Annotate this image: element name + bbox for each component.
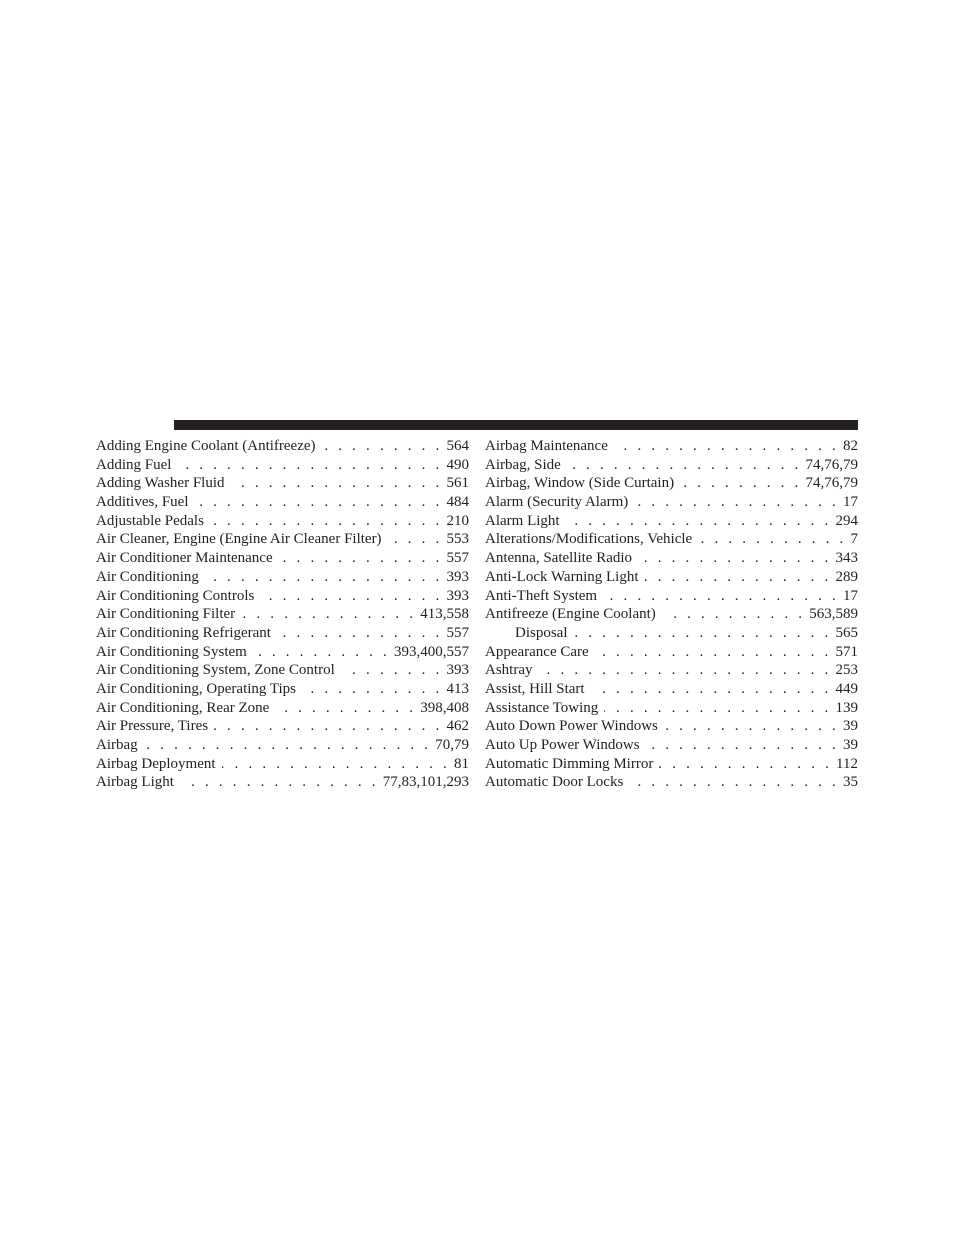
- index-entry-pages: 81: [454, 755, 469, 772]
- index-entry-pages: 17: [843, 587, 858, 604]
- index-entry-pages: 398,408: [420, 699, 469, 716]
- index-entry: [96, 755, 469, 774]
- dot-leader: [603, 587, 839, 606]
- index-entry-label: Auto Down Power Windows: [485, 718, 658, 735]
- index-entry: [485, 456, 858, 475]
- index-entry: [485, 661, 858, 680]
- index-entry-pages: 139: [835, 699, 858, 716]
- dot-leader: [638, 549, 831, 568]
- dot-leader: [341, 661, 443, 680]
- dot-leader: [567, 456, 802, 475]
- index-entry: [96, 549, 469, 568]
- section-header-bar: [174, 420, 858, 430]
- dot-leader: [574, 624, 832, 643]
- dot-leader: [275, 699, 416, 718]
- dot-leader: [180, 773, 379, 792]
- index-entry-pages: 393: [446, 662, 469, 679]
- index-entry: [485, 587, 858, 606]
- index-entry-pages: 571: [835, 643, 858, 660]
- index-entry-pages: 393: [446, 587, 469, 604]
- dot-leader: [629, 773, 839, 792]
- index-entry-pages: 294: [835, 512, 858, 529]
- index-entry: [485, 736, 858, 755]
- index-entry: [485, 437, 858, 456]
- index-entry-label: Anti-Lock Warning Light: [485, 568, 639, 585]
- index-entry-pages: 393: [446, 568, 469, 585]
- index-entry: [96, 568, 469, 587]
- dot-leader: [277, 624, 443, 643]
- dot-leader: [260, 587, 442, 606]
- index-entry-pages: 449: [835, 680, 858, 697]
- index-entry: [96, 643, 469, 662]
- index-entry-pages: 77,83,101,293: [382, 774, 469, 791]
- index-entry: [96, 605, 469, 624]
- dot-leader: [614, 437, 839, 456]
- dot-leader: [279, 549, 443, 568]
- index-entry-label: Disposal: [515, 624, 568, 641]
- dot-leader: [210, 512, 443, 531]
- dot-leader: [241, 605, 416, 624]
- index-entry-label: Airbag Deployment: [96, 755, 216, 772]
- index-entry-pages: 74,76,79: [805, 456, 858, 473]
- index-entry-label: Adding Engine Coolant (Antifreeze): [96, 438, 316, 454]
- index-entry-pages: 112: [836, 755, 858, 772]
- index-entry: [96, 456, 469, 475]
- index-entry: [96, 437, 469, 456]
- index-entry: [485, 717, 858, 736]
- index-entry-label: Air Cleaner, Engine (Engine Air Cleaner Filter): [96, 531, 382, 548]
- index-entry-label: Alterations/Modifications, Vehicle: [485, 531, 693, 548]
- index-entry-label: Ashtray: [485, 662, 533, 679]
- dot-leader: [604, 699, 831, 718]
- index-entry-label: Airbag, Window (Side Curtain): [485, 475, 675, 492]
- dot-leader: [144, 736, 432, 755]
- index-entry-label: Assistance Towing: [485, 699, 599, 716]
- index-entry-label: Adding Washer Fluid: [96, 475, 225, 492]
- index-entry-pages: 413,558: [420, 606, 469, 623]
- index-entry-pages: 565: [835, 624, 858, 641]
- dot-leader: [634, 493, 839, 512]
- index-entry-pages: 70,79: [435, 737, 469, 753]
- index-entry: [96, 474, 469, 493]
- dot-leader: [645, 568, 832, 587]
- index-entry-label: Air Conditioning System: [96, 643, 247, 660]
- index-entry-label: Air Conditioner Maintenance: [96, 550, 273, 567]
- index-entry-label: Airbag Light: [96, 774, 174, 791]
- index-entry-label: Air Pressure, Tires: [96, 718, 209, 735]
- index-entry: [485, 643, 858, 662]
- index-entry: [485, 512, 858, 531]
- index-entry-pages: 35: [843, 774, 858, 791]
- dot-leader: [177, 456, 442, 475]
- index-entry-pages: 343: [835, 550, 858, 567]
- index-entry-label: Automatic Dimming Mirror: [485, 755, 654, 772]
- index-entry: [485, 474, 858, 493]
- index-entry-label: Assist, Hill Start: [485, 680, 585, 697]
- index-entry-label: Air Conditioning: [96, 568, 199, 585]
- index-entry-label: Adding Fuel: [96, 456, 172, 473]
- index-entry-pages: 289: [835, 568, 858, 585]
- index-column-right: [485, 437, 858, 792]
- index-entry-pages: 484: [446, 494, 469, 511]
- index-entry: [96, 773, 469, 792]
- index-entry-label: Airbag: [96, 737, 138, 753]
- index-entry-pages: 393,400,557: [394, 643, 469, 660]
- index-entry-label: Additives, Fuel: [96, 494, 189, 511]
- index-entry: [96, 717, 469, 736]
- dot-leader: [302, 680, 442, 699]
- index-entry: [485, 568, 858, 587]
- index-entry-label: Airbag, Side: [485, 456, 561, 473]
- dot-leader: [680, 474, 801, 493]
- index-entry-pages: 564: [446, 438, 469, 454]
- index-entry: [485, 493, 858, 512]
- index-entry-label: Alarm Light: [485, 512, 560, 529]
- index-entry-label: Air Conditioning Refrigerant: [96, 624, 271, 641]
- index-entry-label: Adjustable Pedals: [96, 512, 204, 529]
- index-entry-label: Airbag Maintenance: [485, 438, 608, 454]
- index-entry-label: Air Conditioning, Rear Zone: [96, 699, 270, 716]
- index-entry: [485, 605, 858, 624]
- index-entry: [485, 755, 858, 774]
- dot-leader: [698, 530, 846, 549]
- index-entry: [96, 736, 469, 755]
- dot-leader: [659, 755, 832, 774]
- index-entry-label: Automatic Door Locks: [485, 774, 624, 791]
- dot-leader: [662, 605, 805, 624]
- index-entry-label: Antenna, Satellite Radio: [485, 550, 633, 567]
- dot-leader: [539, 661, 832, 680]
- index-entry: [485, 530, 858, 549]
- index-entry: [96, 699, 469, 718]
- index-entry: [96, 512, 469, 531]
- index-entry: [96, 587, 469, 606]
- index-entry-pages: 490: [446, 456, 469, 473]
- dot-leader: [195, 493, 443, 512]
- index-entry-pages: 39: [843, 718, 858, 735]
- index-entry: [96, 530, 469, 549]
- index-entry-label: Air Conditioning Filter: [96, 606, 236, 623]
- index-entry-pages: 557: [446, 550, 469, 567]
- index-entry-pages: 462: [446, 718, 469, 735]
- index-entry-label: Anti-Theft System: [485, 587, 598, 604]
- dot-leader: [205, 568, 443, 587]
- index-entry: [96, 624, 469, 643]
- index-entry-pages: 563,589: [809, 606, 858, 623]
- index-entry-pages: 553: [446, 531, 469, 548]
- index-entry: [485, 680, 858, 699]
- index-entry-pages: 557: [446, 624, 469, 641]
- index-entry-label: Antifreeze (Engine Coolant): [485, 606, 656, 623]
- dot-leader: [222, 755, 450, 774]
- index-entry-label: Air Conditioning System, Zone Control: [96, 662, 335, 679]
- index-entry-pages: 210: [446, 512, 469, 529]
- index-entry-pages: 17: [843, 494, 858, 511]
- index-entry: [485, 773, 858, 792]
- index-column-left: [96, 437, 469, 792]
- index-entry-pages: 74,76,79: [805, 475, 858, 492]
- dot-leader: [322, 437, 443, 456]
- dot-leader: [253, 643, 390, 662]
- dot-leader: [595, 643, 832, 662]
- index-entry-label: Appearance Care: [485, 643, 589, 660]
- index-entry-pages: 39: [843, 737, 858, 753]
- dot-leader: [591, 680, 832, 699]
- index-entry: [485, 624, 858, 643]
- index-entry-label: Auto Up Power Windows: [485, 737, 640, 753]
- dot-leader: [231, 474, 443, 493]
- index-entry-pages: 82: [843, 438, 858, 454]
- index-entry: [96, 661, 469, 680]
- dot-leader: [214, 717, 442, 736]
- dot-leader: [664, 717, 839, 736]
- dot-leader: [388, 530, 443, 549]
- index-entry: [96, 493, 469, 512]
- dot-leader: [566, 512, 832, 531]
- dot-leader: [646, 736, 839, 755]
- index-entry-pages: 253: [835, 662, 858, 679]
- index-entry-label: Alarm (Security Alarm): [485, 494, 629, 511]
- index-entry-pages: 561: [446, 475, 469, 492]
- index-entry: [485, 699, 858, 718]
- index-entry-pages: 7: [850, 531, 858, 548]
- index-entry: [485, 549, 858, 568]
- index-entry-pages: 413: [446, 680, 469, 697]
- index-entry-label: Air Conditioning, Operating Tips: [96, 680, 297, 697]
- index-entry-label: Air Conditioning Controls: [96, 587, 255, 604]
- index-entry: [96, 680, 469, 699]
